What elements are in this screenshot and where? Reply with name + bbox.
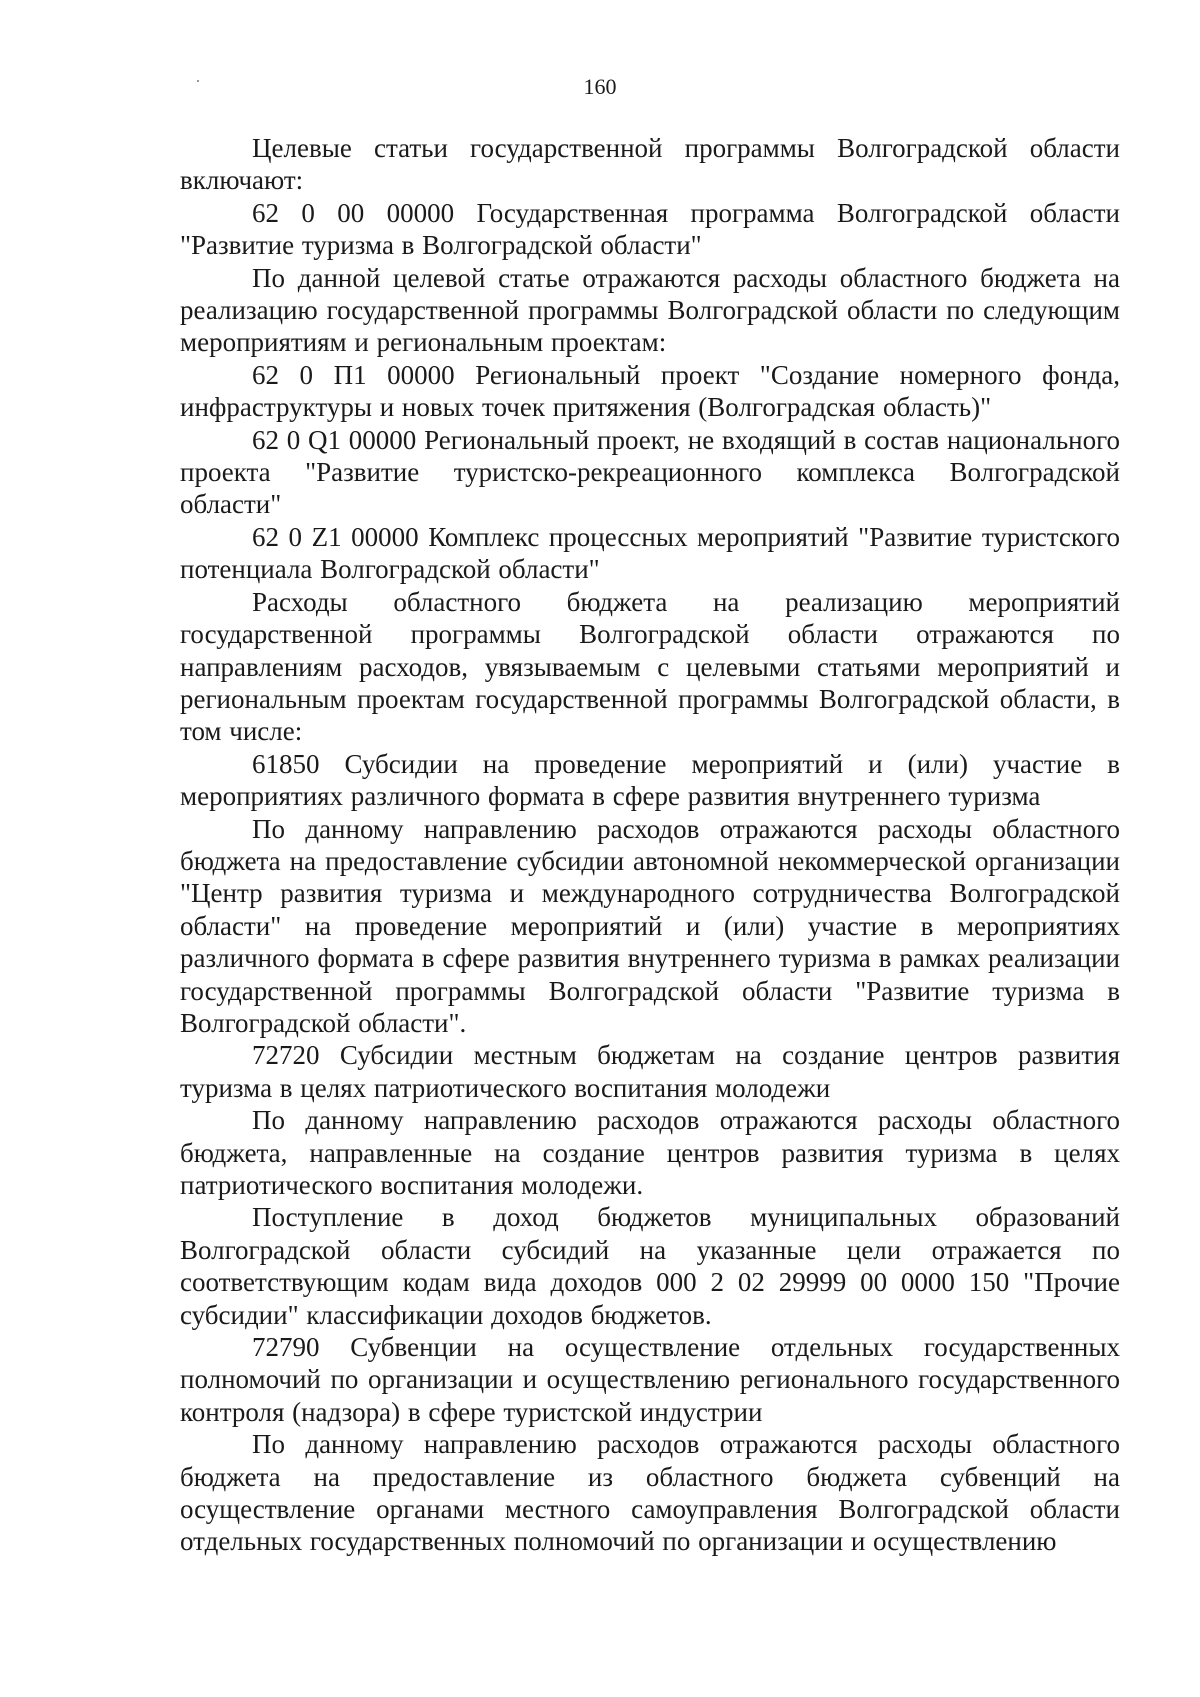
paragraph-project-q1: 62 0 Q1 00000 Региональный проект, не входящий в состав национального проекта "Развитие туристско-рекреационного комплекса Волгоградской области"	[180, 424, 1120, 520]
paragraph-revenue-note: Поступление в доход бюджетов муниципальных образований Волгоградской области субсидий на указанные цели отражается по соответствующим кодам вида доходов 000 2 02 29999 00 0000 150 "Прочие субсидии" классификации доходов бюджетов.	[180, 1202, 1120, 1330]
paragraph-program-code: 62 0 00 00000 Государственная программа Волгоградской области "Развитие туризма в Волгоградской области"	[180, 197, 1120, 261]
paragraph-direction-61850: 61850 Субсидии на проведение мероприятий и (или) участие в мероприятиях различного формата в сфере развития внутреннего туризма	[180, 748, 1120, 812]
page-number: 160	[583, 74, 617, 99]
paragraph-direction-72720-description: По данному направлению расходов отражаются расходы областного бюджета, направленные на создание центров развития туризма в целях патриотического воспитания молодежи.	[180, 1105, 1120, 1200]
paragraph-complex-z1: 62 0 Z1 00000 Комплекс процессных мероприятий "Развитие туристского потенциала Волгоградской области"	[180, 521, 1120, 585]
paragraph-project-p1: 62 0 П1 00000 Региональный проект "Создание номерного фонда, инфраструктуры и новых точек притяжения (Волгоградская область)"	[180, 359, 1120, 423]
paragraph-direction-72790-description: По данному направлению расходов отражаются расходы областного бюджета на предоставление из областного бюджета субвенций на осуществление органами местного самоуправления Волгоградской области отдельных государственных полномочий по организации и осуществлению	[180, 1429, 1120, 1557]
paragraph-direction-72790: 72790 Субвенции на осуществление отдельных государственных полномочий по организации и осуществлению регионального государственного контроля (надзора) в сфере туристской индустрии	[180, 1332, 1120, 1427]
paragraph-intro: Целевые статьи государственной программы Волгоградской области включают:	[180, 133, 1120, 196]
paragraph-direction-72720: 72720 Субсидии местным бюджетам на создание центров развития туризма в целях патриотического воспитания молодежи	[180, 1040, 1120, 1103]
paragraph-expense-directions: Расходы областного бюджета на реализацию мероприятий государственной программы Волгоградской области отражаются по направлениям расходов, увязываемым с целевыми статьями мероприятий и региональным проектам государственной программы Волгоградской области, в том числе:	[180, 586, 1120, 747]
paragraph-direction-61850-description: По данному направлению расходов отражаются расходы областного бюджета на предоставление субсидии автономной некоммерческой организации "Центр развития туризма и международного сотрудничества Волгоградской области" на проведение мероприятий и (или) участие в мероприятиях различного формата в сфере развития внутреннего туризма в рамках реализации государственной программы Волгоградской области "Развитие туризма в Волгоградской области".	[180, 813, 1120, 1038]
document-body	[180, 132, 1120, 1558]
paragraph-program-description: По данной целевой статье отражаются расходы областного бюджета на реализацию государственной программы Волгоградской области по следующим мероприятиям и региональным проектам:	[180, 262, 1120, 358]
